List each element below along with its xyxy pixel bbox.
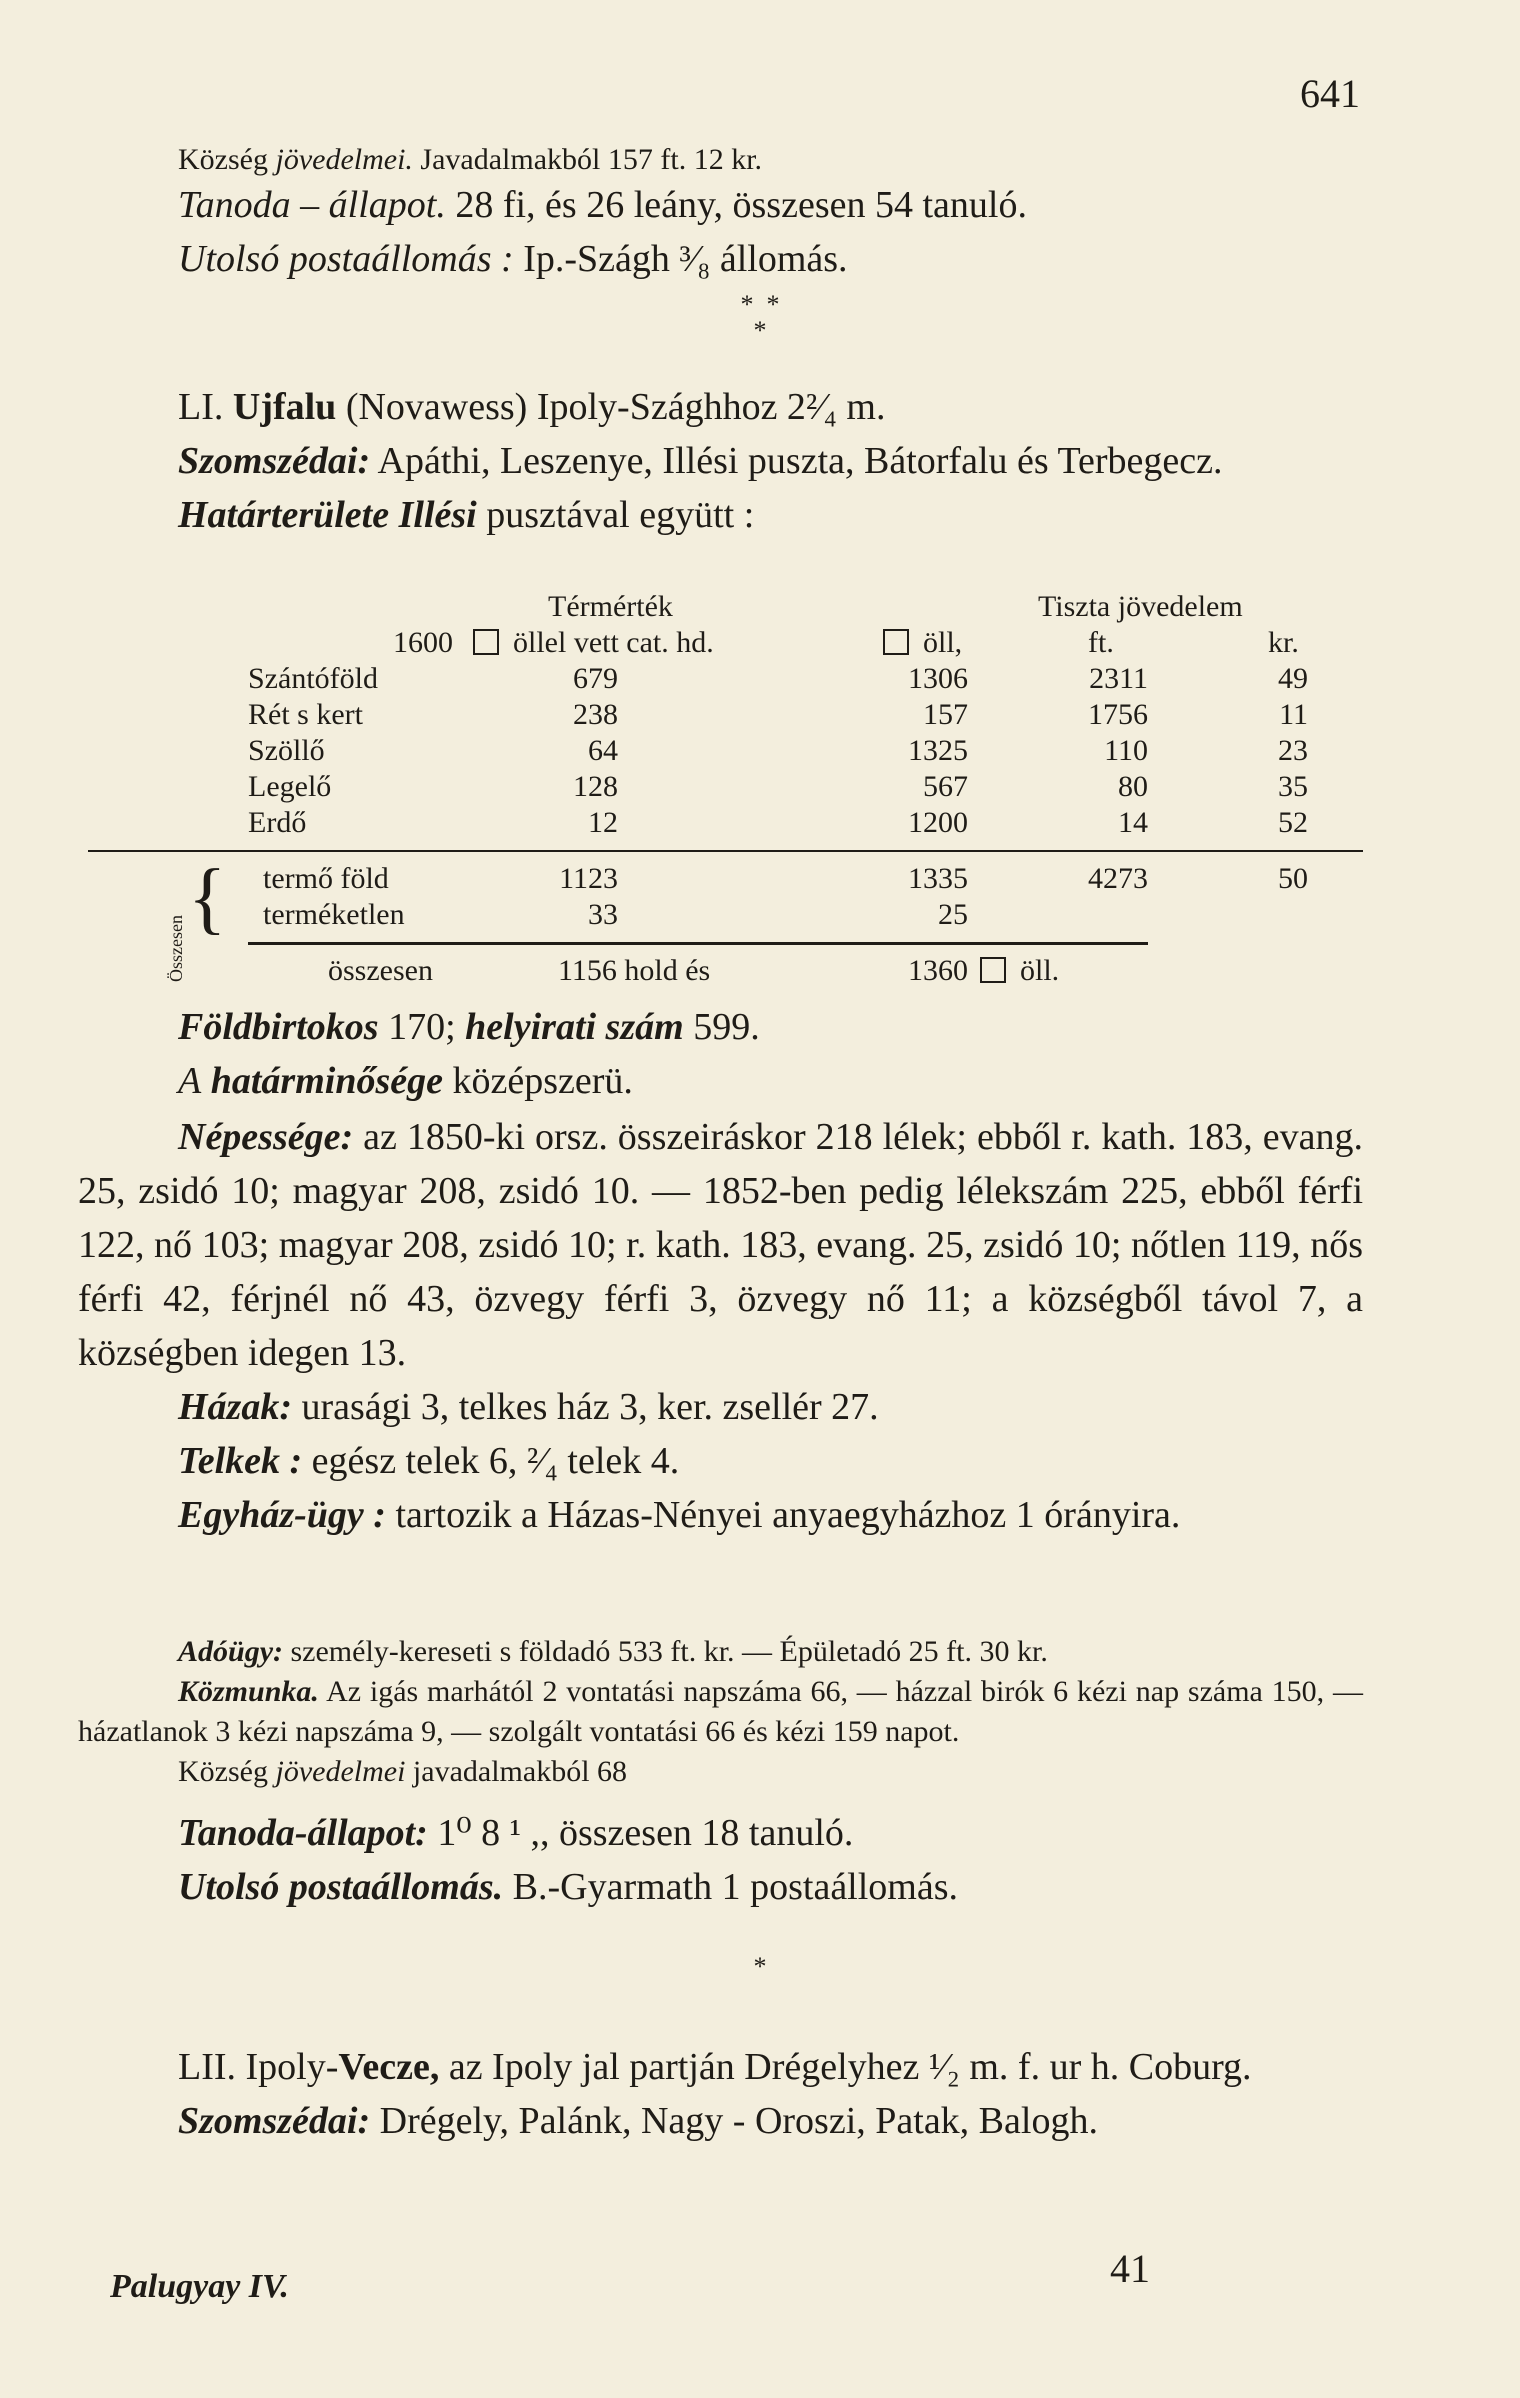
tanoda-allapot-line: Tanoda-állapot: 1⁰ 8 ¹ ,, összesen 18 tanuló. — [178, 1812, 854, 1854]
summary-brace: { — [188, 854, 227, 942]
square-unit-icon — [883, 626, 909, 660]
square-unit-icon — [980, 954, 1006, 988]
table-row: terméketlen 33 25 — [263, 898, 968, 931]
section-separator-stars: * — [753, 1952, 767, 1981]
section-li-header: LI. Ujfalu (Novawess) Ipoly-Szághhoz 2²⁄₄ m. Szomszédai: Apáthi, Leszenye, Illési puszta, Bátorfalu és Terbegecz. Határterülete Illési pusztával együtt : — [178, 386, 1223, 536]
table-row: Rét s kert 238 157 1756 11 — [248, 698, 1308, 731]
table-row: Legelő 128 567 80 35 — [248, 770, 1308, 803]
hazak-line: Házak: urasági 3, telkes ház 3, ker. zsellér 27. — [178, 1386, 879, 1428]
egyhaz-ugy-line: Egyház-ügy : tartozik a Házas-Nényei anyaegyházhoz 1 órányira. — [178, 1494, 1181, 1536]
footer-signature: Palugyay IV. — [110, 2268, 289, 2305]
square-unit-icon — [473, 626, 499, 660]
kozseg-jovedelmei-line: Község jövedelmei. Javadalmakból 157 ft. 12 kr. — [178, 143, 763, 176]
page-number: 641 — [1300, 71, 1360, 116]
land-table: Térmérték Tiszta jövedelem 1600 öllel vett cat. hd. öll, ft. kr. Szántóföld 679 1306 2311 49 Rét s kert 238 157 1756 11 Szöllő 64 1325 110 23 Legelő 128 567 80 35 Erdő 12 1200 14 52 Összesen { termő föld 1123 1335 4273 50 terméketlen 33 25 összesen 1156 hold és 1360 öll. — [78, 590, 1363, 1010]
table-total-row: összesen 1156 hold és 1360 öll. — [328, 954, 1060, 987]
utolso-posta-line: Utolsó postaállomás : Ip.-Szágh ³⁄₈ állomás. — [178, 238, 848, 280]
table-row: Erdő 12 1200 14 52 — [248, 806, 1308, 839]
table-divider — [88, 850, 1363, 852]
section-lii-header: LII. Ipoly-Vecze, az Ipoly jal partján Drégelyhez ¹⁄₂ m. f. ur h. Coburg. Szomszédai: Drégely, Palánk, Nagy - Oroszi, Patak, Balogh. — [178, 2046, 1252, 2142]
tanoda-line: Tanoda – állapot. 28 fi, és 26 leány, összesen 54 tanuló. — [178, 184, 1027, 226]
telkek-line: Telkek : egész telek 6, ²⁄₄ telek 4. — [178, 1440, 680, 1482]
summary-side-label: Összesen — [166, 915, 186, 982]
header-termertek: Térmérték — [548, 590, 673, 623]
utolso-postaallomas-line: Utolsó postaállomás. B.-Gyarmath 1 postaállomás. — [178, 1866, 959, 1908]
footer-sheet-number: 41 — [1110, 2246, 1150, 2291]
section-separator-stars: * * * — [740, 290, 780, 345]
table-row: Szántóföld 679 1306 2311 49 — [248, 662, 1308, 695]
village-details: Földbirtokos 170; helyirati szám 599. A határminősége középszerü. Népessége: az 1850-ki orsz. összeiráskor 218 lélek; ebből r. kath. 183, evang. 25, zsidó 10; magyar 208, zsidó 10. — 1852-ben pedig lélekszám 225, ebből férfi 122, nő 103; magyar 208, zsidó 10; r. kath. 183, evang. 25, zsidó 10; nőtlen 119, nős férfi 42, férjnél nő 43, özvegy férfi 3, özvegy nő 11; a községből távol 7, a községben idegen 13. Házak: urasági 3, telkes ház 3, ker. zsellér 27. Telkek : egész telek 6, ²⁄₄ telek 4. Egyház-ügy : tartozik a Házas-Nényei anyaegyházhoz 1 órányira. — [78, 1000, 1363, 1542]
header-tiszta-jovedelem: Tiszta jövedelem — [1038, 590, 1243, 623]
subtotal-rule — [248, 942, 1148, 945]
table-row: termő föld 1123 1335 4273 50 — [263, 862, 1308, 895]
nepesseg-paragraph: Népessége: az 1850-ki orsz. összeiráskor 218 lélek; ebből r. kath. 183, evang. 25, zsidó 10; magyar 208, zsidó 10. — 1852-ben pedig lélekszám 225, ebből férfi 122, nő 103; magyar 208, zsidó 10; r. kath. 183, evang. 25, zsidó 10; nőtlen 119, nős férfi 42, férjnél nő 43, özvegy férfi 3, özvegy nő 11; a községből távol 7, a községben idegen 13. — [78, 1116, 1364, 1374]
small-print-block: Adóügy: személy-kereseti s földadó 533 ft. kr. — Épületadó 25 ft. 30 kr. Közmunka. Az igás marhától 2 vontatási napszáma 66, — házzal birók 6 kézi nap száma 150, — házatlanok 3 kézi napszáma 9, — szolgált vontatási 66 és kézi 159 napot. Község jövedelmei javadalmakból 68 — [78, 1635, 1363, 1788]
table-row: Szöllő 64 1325 110 23 — [248, 734, 1308, 767]
